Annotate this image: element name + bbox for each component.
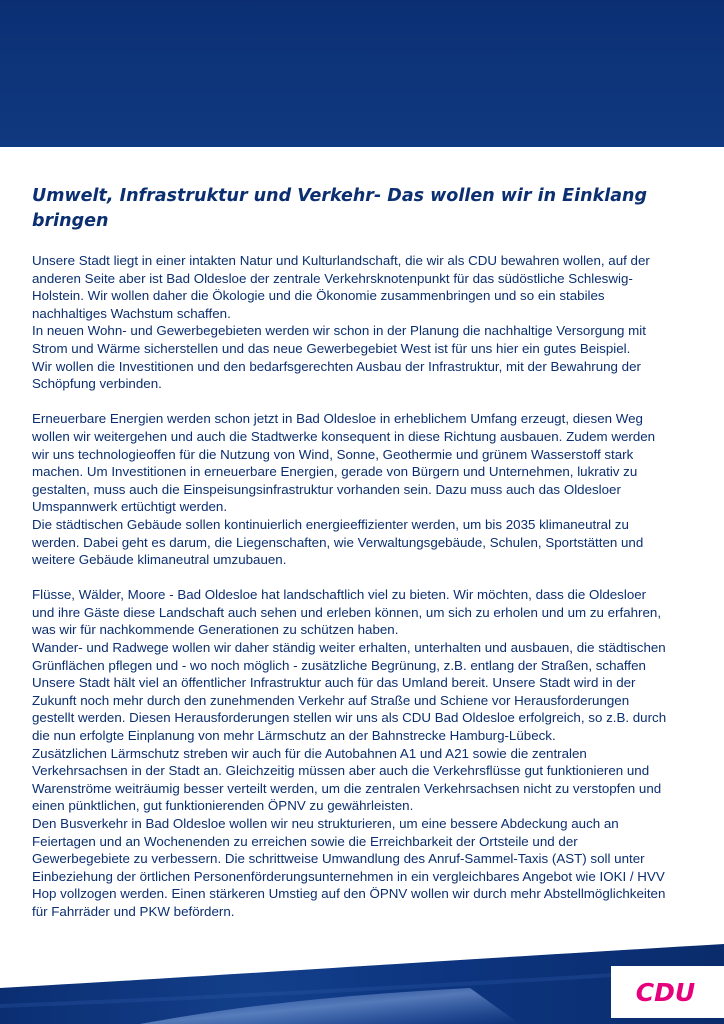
page-title: Umwelt, Infrastruktur und Verkehr- Das wollen wir in Einklang bringen <box>32 186 648 231</box>
document-body <box>32 184 672 921</box>
paragraph-1: Unsere Stadt liegt in einer intakten Natur und Kulturlandschaft, die wir als CDU bewahren wollen, auf der anderen Seite aber ist Bad Oldesloe der zentrale Verkehrsknotenpunkt für das südöstliche Schleswig-Holstein. Wir wollen daher die Ökologie und die Ökonomie zusammenbringen und so ein stabiles nachhaltiges Wachstum schaffen. <box>32 253 650 321</box>
paragraph-5: Die städtischen Gebäude sollen kontinuierlich energieeffizienter werden, um bis 2035 klimaneutral zu werden. Dabei geht es darum, die Liegenschaften, wie Verwaltungsgebäude, Schulen, Sportstätten und weitere Gebäude klimaneutral umzubauen. <box>32 516 644 568</box>
logo-text: CDU <box>635 977 696 1007</box>
header-band <box>0 0 724 147</box>
paragraph-9: Zusätzlichen Lärmschutz streben wir auch für die Autobahnen A1 und A21 sowie die zentralen Verkehrsachsen in der Stadt an. Gleichzeitig müssen aber auch die Verkehrsflüsse gut funktionieren und Warenströme weiträumig besser verteilt werden, um die zentralen Verkehrsachsen nicht zu verstopfen und einen pünktlichen, gut funktionierenden ÖPNV zu gewährleisten. <box>32 745 662 814</box>
paragraph-gap <box>32 393 672 411</box>
paragraph-7: Wander- und Radwege wollen wir daher ständig weiter erhalten, unterhalten und ausbauen, die städtischen Grünflächen pflegen und - wo noch möglich - zusätzliche Begrünung, z.B. entlang der Straßen, schaffen <box>32 640 666 673</box>
paragraph-3: Wir wollen die Investitionen und den bedarfsgerechten Ausbau der Infrastruktur, mit der Bewahrung der Schöpfung verbinden. <box>32 358 641 392</box>
cdu-logo <box>611 966 724 1018</box>
paragraph-6: Flüsse, Wälder, Moore - Bad Oldesloe hat landschaftlich viel zu bieten. Wir möchten, dass die Oldesloer und ihre Gäste diese Landschaft auch sehen und erleben können, um sich zu erholen und um zu erfahren, was wir für nachkommende Generationen zu schützen haben. <box>32 587 662 638</box>
paragraph-10: Den Busverkehr in Bad Oldesloe wollen wir neu strukturieren, um eine bessere Abdeckung auch an Feiertagen und an Wochenenden zu erreichen sowie die Erreichbarkeit der Ortsteile und der Gewerbegebiete zu verbessern. Die schrittweise Umwandlung des Anruf-Sammel-Taxis (AST) soll unter Einbeziehung der örtlichen Personenförderungsunternehmen in ein vergleichbares Angebot wie IOKI / HVV Hop vollzogen werden. Einen stärkeren Umstieg auf den ÖPNV wollen wir durch mehr Abstellmöglichkeiten für Fahrräder und PKW befördern. <box>32 816 666 919</box>
paragraph-8: Unsere Stadt hält viel an öffentlicher Infrastruktur auch für das Umland bereit. Unsere Stadt wird in der Zukunft noch mehr durch den zunehmenden Verkehr auf Straße und Schiene vor Herausforderungen gestellt werden. Diesen Herausforderungen stellen wir uns als CDU Bad Oldesloe erfolgreich, so z.B. durch die nun erfolgte Einplanung von mehr Lärmschutz an der Bahnstrecke Hamburg-Lübeck. <box>32 675 667 744</box>
paragraph-4: Erneuerbare Energien werden schon jetzt in Bad Oldesloe in erheblichem Umfang erzeugt, diesen Weg wollen wir weitergehen und auch die Stadtwerke konsequent in diese Richtung ausbauen. Zudem werden wir uns technologieoffen für die Nutzung von Wind, Sonne, Geothermie und grünem Wasserstoff stark machen. Um Investitionen in erneuerbare Energien, gerade von Bürgern und Unternehmen, lukrativ zu gestalten, muss auch die Einspeisungsinfrastruktur vorhanden sein. Dazu muss auch das Oldesloer Umspannwerk ertüchtigt werden. <box>32 411 656 515</box>
paragraph-2: In neuen Wohn- und Gewerbegebieten werden wir schon in der Planung die nachhaltige Versorgung mit Strom und Wärme sicherstellen und das neue Gewerbegebiet West ist für uns hier ein gutes Beispiel. <box>32 323 646 356</box>
paragraph-gap <box>32 569 672 587</box>
